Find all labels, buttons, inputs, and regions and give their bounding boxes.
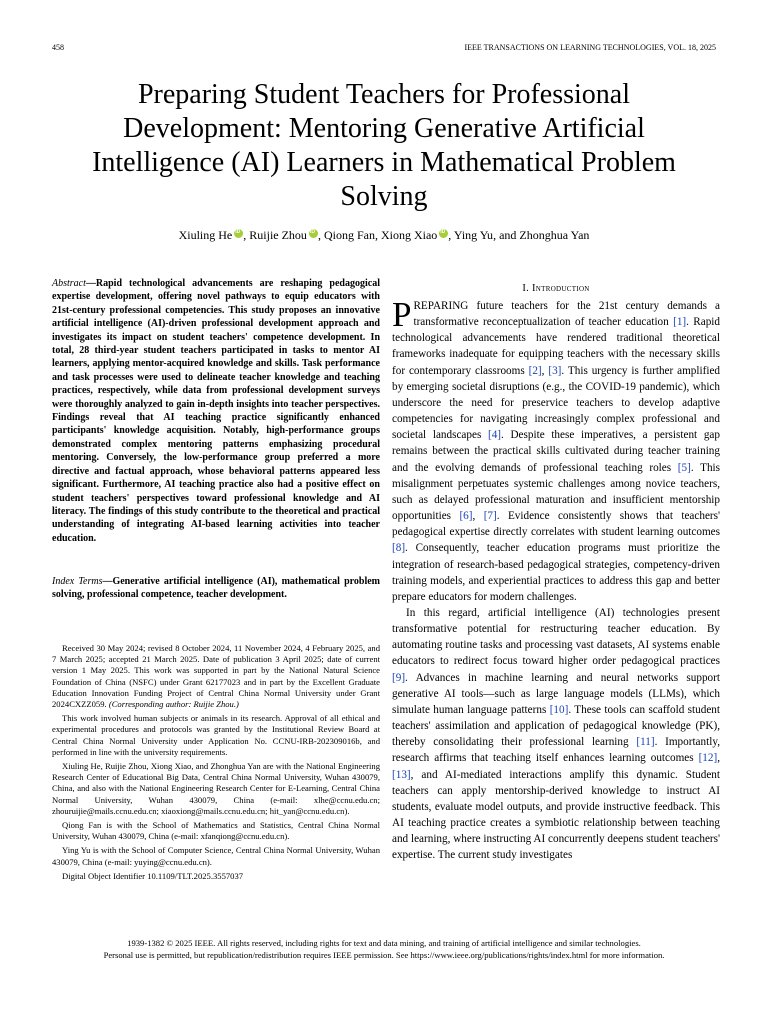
citation-link[interactable]: [6] xyxy=(459,510,473,523)
author-name[interactable]: Xiong Xiao xyxy=(380,228,438,242)
footnote-received xyxy=(52,643,380,710)
section-heading xyxy=(392,283,720,294)
text-run: , xyxy=(541,364,549,377)
paragraph xyxy=(392,605,720,864)
running-header: IEEE TRANSACTIONS ON LEARNING TECHNOLOGIES, VOL. 18, 2025 xyxy=(464,43,716,52)
author-name[interactable]: Qiong Fan xyxy=(323,228,375,242)
author-name[interactable]: Ying Yu xyxy=(453,228,494,242)
citation-link[interactable]: [3] xyxy=(548,364,562,377)
author-separator: , and xyxy=(493,228,520,242)
section-numeral: I. xyxy=(522,283,532,294)
citation-link[interactable]: [11] xyxy=(636,736,655,749)
page-number: 458 xyxy=(52,43,64,52)
citation-link[interactable]: [10] xyxy=(549,703,569,716)
author-separator: , xyxy=(374,228,381,242)
citation-link[interactable]: [5] xyxy=(677,461,691,474)
author-name[interactable]: Zhonghua Yan xyxy=(519,228,590,242)
introduction-body xyxy=(392,295,721,863)
citation-link[interactable]: [4] xyxy=(487,429,502,442)
citation-link[interactable]: [2] xyxy=(528,364,542,377)
drop-cap: P xyxy=(392,295,412,334)
orcid-icon[interactable] xyxy=(234,229,243,238)
section-title: Introduction xyxy=(532,283,590,294)
index-terms-dash: — xyxy=(102,576,113,587)
text-run: . This urgency is further amplified by emerging societal disruptions (e.g., the COVID-19 pandemic), which underscore the need for preservice teachers to develop adaptive competencies for navigating increasingly complex professional and societal landscapes xyxy=(392,364,721,442)
abstract-label: Abstract xyxy=(52,278,86,289)
footnote-affiliation: Qiong Fan is with the School of Mathematics and Statistics, Central China Normal University, Wuhan 430079, China (e-mail: xfanqiong@ccnu.edu.cn). xyxy=(52,820,380,842)
text-run: . Rapid technological advancements have rendered traditional theoretical frameworks inadequate for equipping teachers with the necessary skills for contemporary classrooms xyxy=(392,316,720,377)
author-list xyxy=(60,228,708,243)
text-run: . Despite these imperatives, a persistent gap remains between the practical skills cultivated during teacher training and the evolving demands of professional teaching roles xyxy=(392,429,720,474)
author-separator: , xyxy=(243,228,250,242)
paper-title: Preparing Student Teachers for Professional Development: Mentoring Generative Artificial Intelligence (AI) Learners in Mathematical Problem Solving xyxy=(92,79,676,212)
copyright-line: Personal use is permitted, but republication/redistribution requires IEEE permission. See https://www.ieee.org/publications/rights/index.html for more information. xyxy=(103,950,665,960)
copyright-line: 1939-1382 © 2025 IEEE. All rights reserved, including rights for text and data mining, and training of artificial intelligence and similar technologies. xyxy=(127,938,641,948)
author-name[interactable]: Ruijie Zhou xyxy=(249,228,307,242)
footnotes xyxy=(52,643,380,885)
text-run: , and AI-mediated interactions amplify this dynamic. Student teachers can apply mentorship-derived knowledge to instruct AI students, evaluate model outputs, and provide instructive feedback. This AI teaching practice creates a symbiotic relationship between teaching and learning, where instructing AI concurrently deepens student teachers' expertise. The current study investigates xyxy=(392,768,720,862)
text-run: . Importantly, research affirms that teaching itself enhances learning outcomes xyxy=(392,736,720,765)
paragraph xyxy=(392,295,721,605)
index-terms xyxy=(52,575,380,602)
index-terms-text: Generative artificial intelligence (AI), mathematical problem solving, professional competence, teacher development. xyxy=(52,576,380,601)
index-terms-label: Index Terms xyxy=(52,576,103,587)
text-run: . This misalignment perpetuates systemic challenges among novice teachers, such as delayed professional maturation and insufficient mentorship opportunities xyxy=(392,461,721,523)
footnote-doi: Digital Object Identifier 10.1109/TLT.2025.3557037 xyxy=(62,870,244,881)
abstract-text: Rapid technological advancements are reshaping pedagogical expertise development, offering novel pathways to equip educators with 21st-century professional competencies. This study proposes an innovative artificial intelligence (AI)-driven professional development approach and investigates its impact on student teachers' competence development. In total, 28 third-year student teachers participated in tasks to mentor AI learners, applying mentor-acquired knowledge and skills. Task performance and task processes were used to delineate teacher knowledge and teaching practices, respectively, while data from professional development surveys were thoroughly analyzed to gain in-depth insights into teacher perspectives. Findings reveal that AI teaching practice significantly enhanced participants' knowledge acquisition. Notably, high-performance groups demonstrated complex mentoring patterns emphasizing procedural mentoring. Conversely, the low-performance group preferred a more directive and factual approach, whose behavioral patterns appeared less significant. Furthermore, AI teaching practice also had a positive effect on student teachers' perspectives toward professional knowledge and AI literacy. The findings of this study contribute to the theoretical and practical understanding of integrating AI-based learning activities into teacher education. xyxy=(52,278,380,544)
text-run: future teachers for the 21st century demands a transformative reconceptualization of teacher education xyxy=(413,300,720,329)
text-run: . Advances in machine learning and neural networks support generative AI tools—such as large language models (LLMs), which simulate human language patterns xyxy=(392,671,720,716)
author-separator: , xyxy=(317,228,324,242)
footnote-affiliation: Xiuling He, Ruijie Zhou, Xiong Xiao, and Zhonghua Yan are with the National Engineering Research Center of Educational Big Data, Central China Normal University, Wuhan 430079, China, and also with the National Engineering Research Center for E-Learning, Central China Normal University, Wuhan 430079, China (e-mail: xlhe@ccnu.edu.cn; zhouruijie@mails.ccnu.edu.cn; xiaoxiong@mails.ccnu.edu.cn; hit_yan@ccnu.edu.cn). xyxy=(52,761,380,816)
author-name[interactable]: Xiuling He xyxy=(178,228,233,242)
citation-link[interactable]: [1] xyxy=(673,316,687,329)
citation-link[interactable]: [13] xyxy=(392,768,411,781)
citation-link[interactable]: [8] xyxy=(392,542,406,555)
abstract xyxy=(52,277,380,545)
copyright-notice xyxy=(30,937,738,961)
text-run: . Evidence consistently shows that teachers' pedagogical expertise directly correlates with student learning outcomes xyxy=(392,510,721,539)
corresponding-author: (Corresponding author: Ruijie Zhou.) xyxy=(108,699,239,710)
orcid-icon[interactable] xyxy=(309,229,318,238)
lead-smallcaps: REPARING xyxy=(413,300,469,312)
text-run: . These tools can scaffold student teachers' assimilation and application of pedagogical knowledge (PK), thereby consolidating their professional learning xyxy=(392,703,720,749)
text-run: , xyxy=(717,752,720,765)
text-run: In this regard, artificial intelligence (AI) technologies present transformative potential for restructuring teacher education. By automating routine tasks and processing vast datasets, AI systems enable educators to redirect focus toward higher order pedagogical practices xyxy=(392,606,720,668)
citation-link[interactable]: [7] xyxy=(483,510,497,523)
footnote-received-text: Received 30 May 2024; revised 8 October 2024, 11 November 2024, 4 February 2025, and 7 March 2025; accepted 21 March 2025. Date of publication 3 April 2025; date of current version 1 May 2025. This work was supported in part by the National Natural Science Foundation of China (NSFC) under Grant 62177023 and in part by the Excellent Graduate Education Innovation Funding Project of Central China Normal University under Grant 2024CXZZ059. xyxy=(52,643,380,710)
text-run: , xyxy=(472,510,484,523)
footnote-affiliation: Ying Yu is with the School of Computer Science, Central China Normal University, Wuhan 430079, China (e-mail: yuying@ccnu.edu.cn). xyxy=(52,845,380,867)
orcid-icon[interactable] xyxy=(439,229,448,238)
text-run: . Consequently, teacher education programs must prioritize the integration of research-based pedagogical strategies, competency-driven training models, and experiential practices to address this gap and better prepare educators for modern challenges. xyxy=(392,542,720,603)
abstract-dash: — xyxy=(85,278,96,289)
footnote-ethics: This work involved human subjects or animals in its research. Approval of all ethical and experimental procedures and protocols was granted by the Institutional Review Board at Central China Normal University under Application No. CCNU-IRB-202309016b, and performed in line with the university requirements. xyxy=(52,713,380,757)
citation-link[interactable]: [12] xyxy=(698,752,718,765)
citation-link[interactable]: [9] xyxy=(392,671,406,684)
author-separator: , xyxy=(448,228,454,242)
